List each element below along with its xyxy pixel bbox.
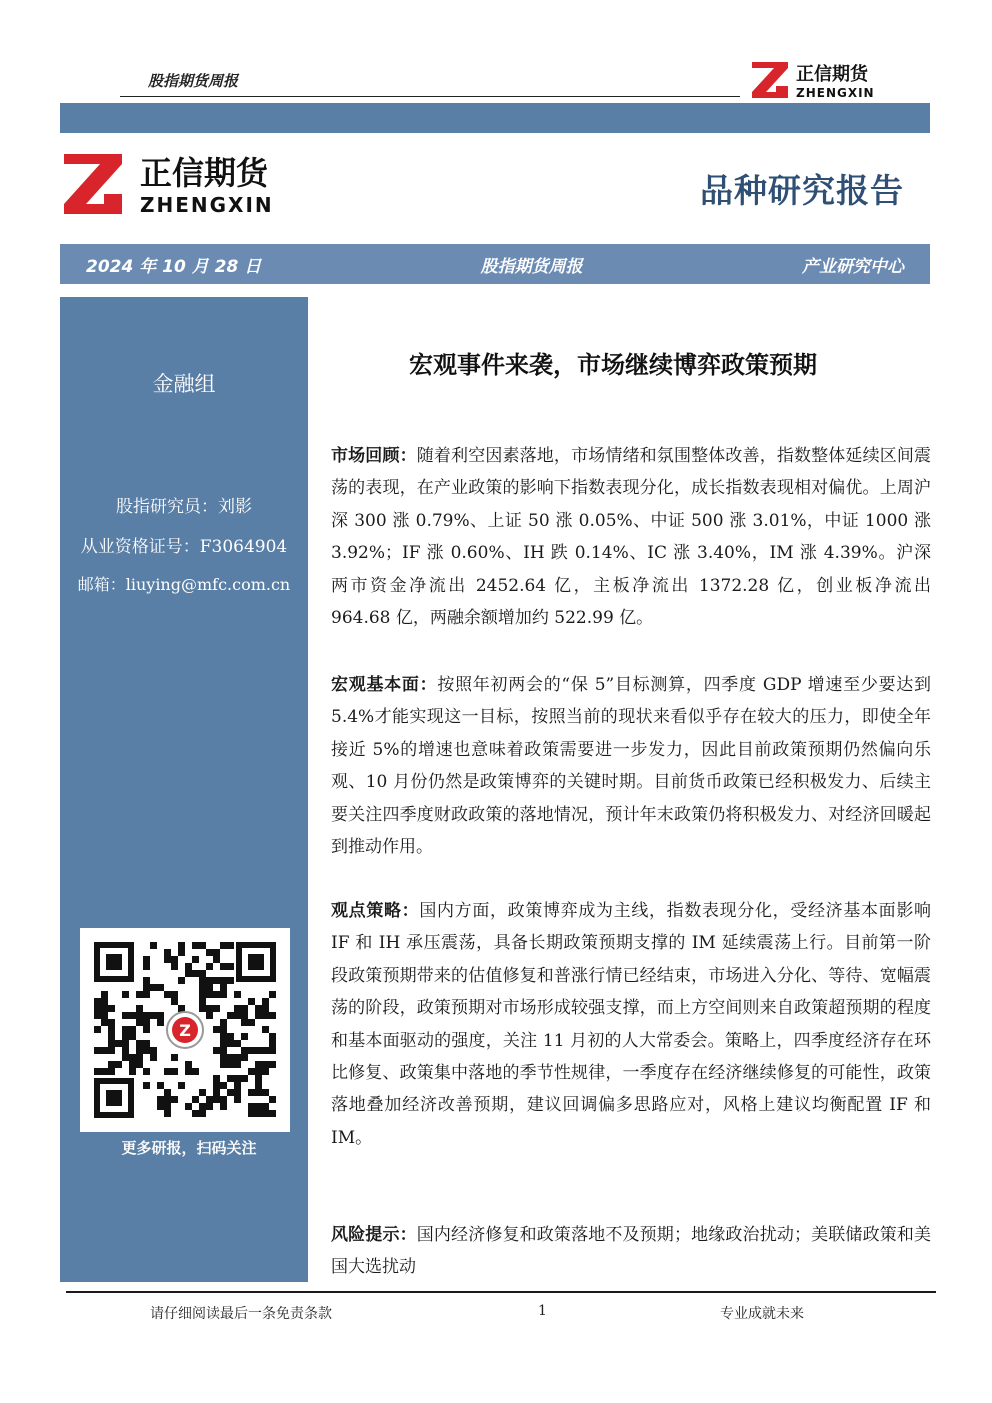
footer-rule	[66, 1291, 936, 1293]
section-text: 随着利空因素落地，市场情绪和氛围整体改善，指数整体延续区间震荡的表现，在产业政策的影响下指数表现分化，成长指数表现相对偏优。上周沪深 300 涨 0.79%、上证 50 涨 0.05%、中证 500 涨 3.01%，中证 1000 涨 3.92%；IF 涨 0.60%、IH 跌 0.14%、IC 涨 3.40%，IM 涨 4.39%。沪深两市资金净流出 2452.64 亿，主板净流出 1372.28 亿，创业板净流出 964.68 亿，两融余额增加约 522.99 亿。	[331, 446, 932, 629]
section-label: 观点策略：	[331, 901, 420, 921]
page-number: 1	[538, 1303, 547, 1319]
qr-center-letter: Z	[179, 1021, 191, 1040]
qr-code[interactable]	[80, 928, 290, 1132]
brand-en-small: ZHENGXIN	[796, 86, 875, 100]
section-risk	[331, 1219, 931, 1284]
header-doc-title: 股指期货周报	[148, 72, 239, 90]
report-department: 产业研究中心	[801, 256, 904, 277]
license-number: 从业资格证号：F3064904	[80, 537, 288, 557]
sidebar-panel	[60, 297, 308, 1282]
qr-caption: 更多研报，扫码关注	[121, 1139, 257, 1157]
footer-disclaimer[interactable]: 请仔细阅读最后一条免责条款	[150, 1306, 332, 1322]
section-label: 市场回顾：	[331, 446, 417, 466]
footer-slogan: 专业成就未来	[720, 1306, 804, 1322]
section-macro	[331, 669, 931, 863]
section-strategy	[331, 895, 931, 1154]
section-label: 宏观基本面：	[331, 675, 438, 695]
brand-name-large: 正信期货	[140, 154, 269, 192]
brand-en-large: ZHENGXIN	[140, 193, 274, 216]
analyst-name: 股指研究员：刘影	[116, 497, 252, 517]
section-text: 国内经济修复和政策落地不及预期；地缘政治扰动；美联储政策和美国大选扰动	[331, 1225, 932, 1278]
section-text: 国内方面，政策博弈成为主线，指数表现分化，受经济基本面影响 IF 和 IH 承压震荡，具备长期政策预期支撑的 IM 延续震荡上行。目前第一阶段政策预期带来的估值修复和普涨行情已经结束，市场进入分化、等待、宽幅震荡的阶段，政策预期对市场形成较强支撑，而上方空间则来自政策超预期的程度和基本面驱动的强度，关注 11 月初的人大常委会。策略上，四季度经济存在环比修复、政策集中落地的季节性规律，一季度存在经济继续修复的可能性，政策落地叠加经济改善预期，建议回调偏多思路应对，风格上建议均衡配置 IF 和 IM。	[331, 901, 932, 1148]
section-label: 风险提示：	[331, 1225, 417, 1245]
report-category: 股指期货周报	[480, 256, 583, 277]
brand-name-small: 正信期货	[796, 64, 868, 85]
header-rule	[120, 96, 740, 97]
section-text: 按照年初两会的“保 5”目标测算，四季度 GDP 增速至少要达到 5.4%才能实现这一目标，按照当前的现状来看似乎存在较大的压力，即使全年接近 5%的增速也意味着政策需要进一步发力，因此目前政策预期仍然偏向乐观、10 月份仍然是政策博弈的关键时期。目前货币政策已经积极发力、后续主要关注四季度财政政策的落地情况，预计年末政策仍将积极发力、对经济回暖起到推动作用。	[331, 675, 932, 858]
info-bar	[60, 244, 930, 284]
report-headline: 宏观事件来袭，市场继续博弈政策预期	[409, 351, 817, 379]
group-name: 金融组	[152, 372, 216, 396]
email-address[interactable]: 邮箱：liuying@mfc.com.cn	[77, 575, 291, 594]
report-type-title: 品种研究报告	[700, 171, 904, 210]
header-blue-band	[60, 103, 930, 133]
report-date: 2024 年 10 月 28 日	[86, 256, 262, 277]
brand-logo-small	[752, 60, 902, 100]
section-market-review	[331, 440, 931, 634]
brand-logo-large	[64, 152, 314, 216]
